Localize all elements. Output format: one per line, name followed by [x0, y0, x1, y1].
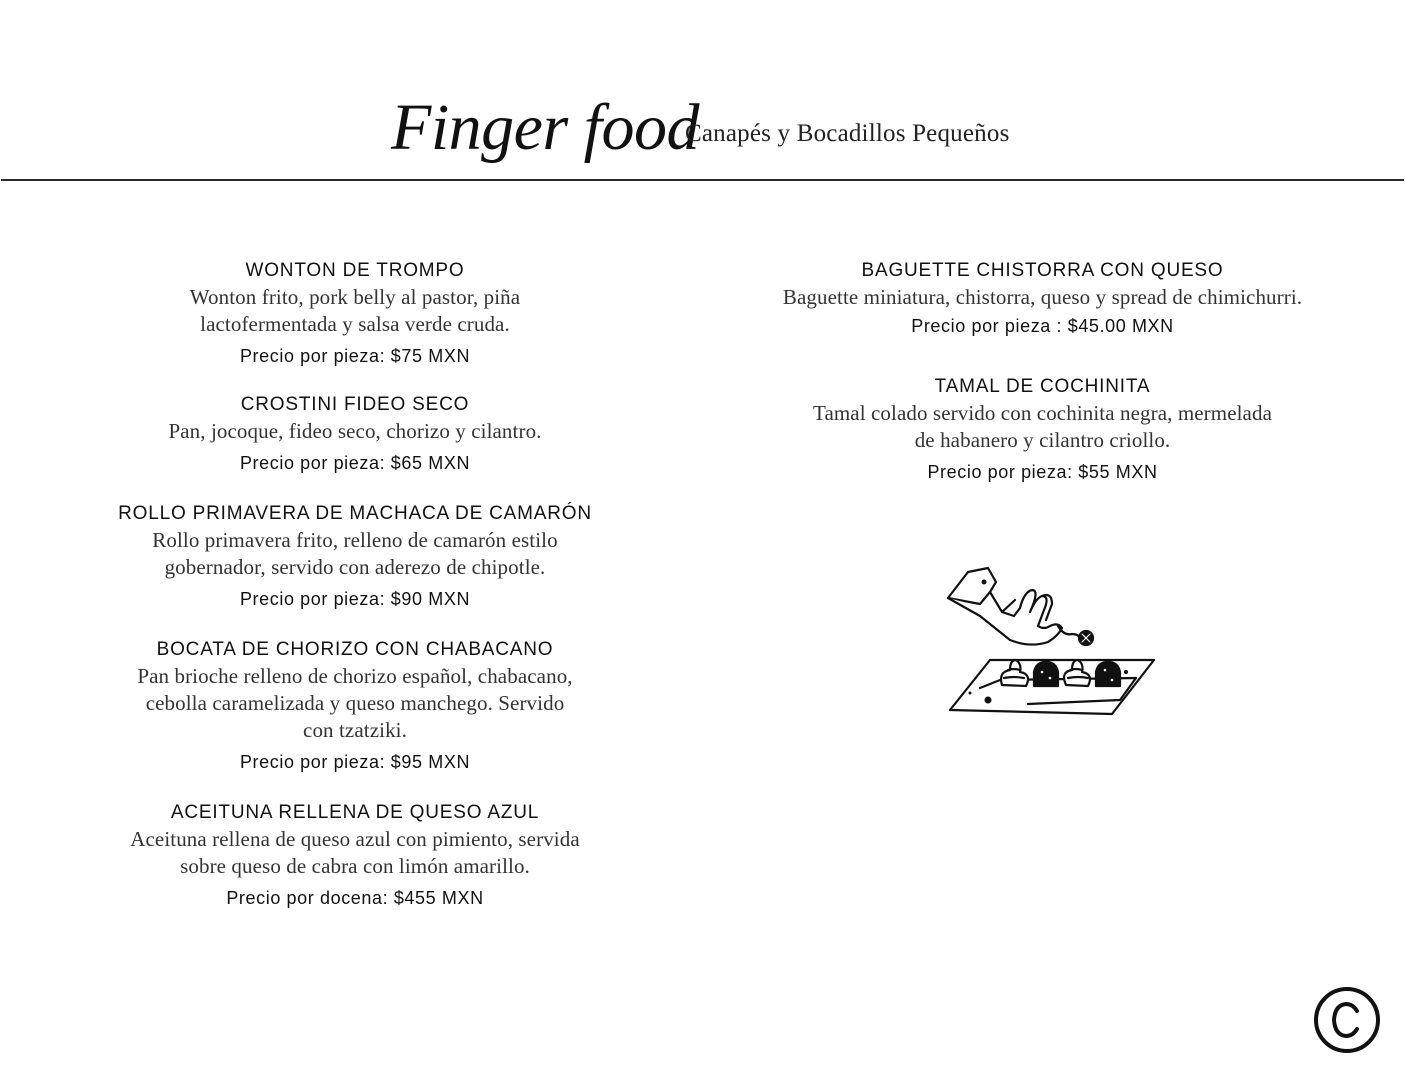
menu-item-price: Precio por pieza: $90 MXN [239, 589, 471, 609]
menu-item-price: Precio por pieza: $55 MXN [927, 462, 1158, 482]
menu-item-description: Wonton frito, pork belly al pastor, piña [189, 285, 521, 309]
menu-item [100, 501, 610, 611]
page-subtitle: Canapés y Bocadillos Pequeños [685, 120, 1010, 147]
menu-item-price: Precio por pieza: $65 MXN [239, 453, 471, 473]
menu-item-name: TAMAL DE COCHINITA [934, 376, 1151, 397]
menu-item-price: Precio por pieza: $95 MXN [239, 752, 471, 772]
menu-item-description: Tamal colado servido con cochinita negra, mermelada [812, 401, 1273, 425]
page-title: Finger food [391, 91, 699, 164]
menu-item-description: con tzatziki. [303, 718, 407, 742]
menu-item-name: WONTON DE TROMPO [245, 260, 465, 281]
menu-item-price: Precio por pieza: $75 MXN [239, 346, 471, 366]
menu-item [100, 258, 610, 368]
menu-item [100, 637, 610, 774]
menu-column-right [750, 258, 1335, 484]
menu-item [750, 258, 1335, 338]
menu-item-description: Aceituna rellena de queso azul con pimiento, servida [130, 827, 580, 851]
menu-item-description: cebolla caramelizada y queso manchego. Servido [145, 691, 565, 715]
menu-item-description: sobre queso de cabra con limón amarillo. [180, 854, 530, 878]
menu-item-price: Precio por docena: $455 MXN [226, 888, 484, 908]
menu-item-description: de habanero y cilantro criollo. [914, 428, 1171, 452]
menu-item-name: ACEITUNA RELLENA DE QUESO AZUL [170, 802, 540, 823]
menu-item-description: Baguette miniatura, chistorra, queso y spread de chimichurri. [782, 285, 1303, 309]
menu-item-name: ROLLO PRIMAVERA DE MACHACA DE CAMARÓN [118, 503, 592, 524]
menu-item-description: lactofermentada y salsa verde cruda. [200, 312, 510, 336]
header-divider [1, 179, 1404, 181]
menu-item-description: Pan brioche relleno de chorizo español, chabacano, [137, 664, 573, 688]
page-header [0, 88, 1406, 168]
chef-hand-plating-canapes-illustration [940, 560, 1160, 725]
menu-item-name: BAGUETTE CHISTORRA CON QUESO [861, 260, 1224, 281]
menu-item-price: Precio por pieza : $45.00 MXN [911, 316, 1174, 336]
copyright-icon [1312, 985, 1382, 1055]
menu-item-description: Rollo primavera frito, relleno de camarón estilo [152, 528, 558, 552]
menu-item [100, 392, 610, 475]
menu-item-name: BOCATA DE CHORIZO CON CHABACANO [156, 639, 554, 660]
menu-item [100, 800, 610, 910]
menu-item-name: CROSTINI FIDEO SECO [240, 394, 470, 415]
menu-item-description: gobernador, servido con aderezo de chipotle. [164, 555, 546, 579]
menu-item [750, 374, 1335, 484]
menu-item-description: Pan, jocoque, fideo seco, chorizo y cilantro. [168, 419, 542, 443]
menu-column-left [100, 258, 610, 910]
